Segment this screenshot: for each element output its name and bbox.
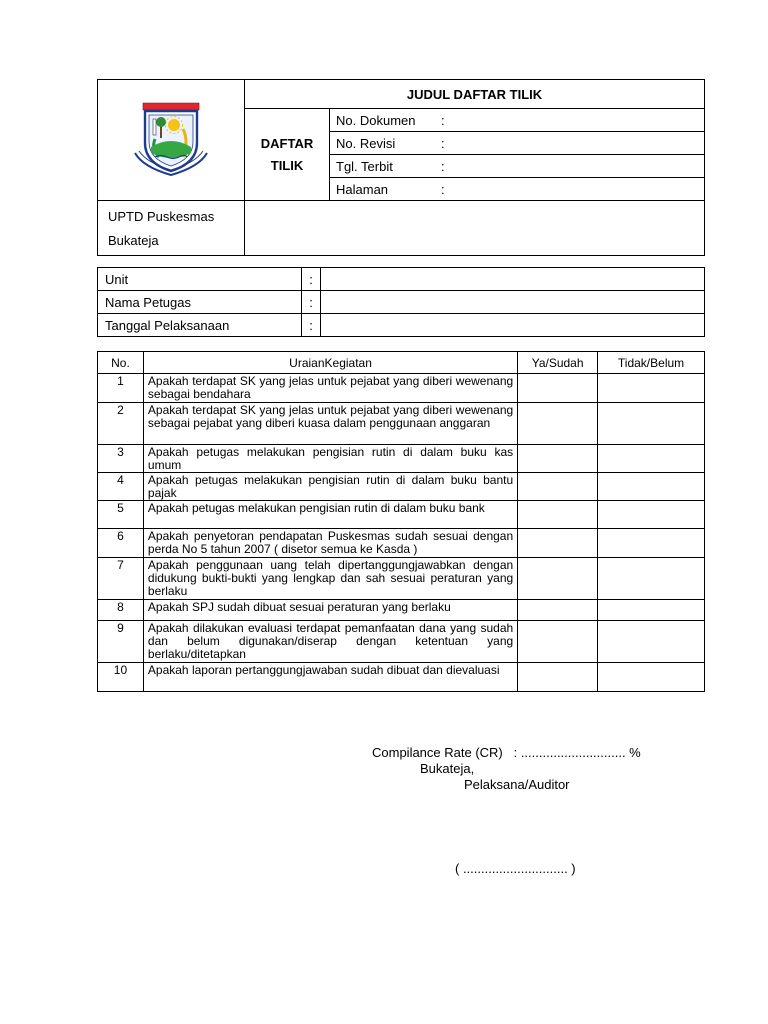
tidak-cell[interactable]	[598, 558, 705, 600]
unit-value[interactable]	[321, 268, 705, 291]
ya-cell[interactable]	[518, 663, 598, 692]
signature-line: ( ............................. )	[455, 861, 576, 876]
tanggal-value[interactable]	[321, 314, 705, 337]
row-question: Apakah SPJ sudah dibuat sesuai peraturan yang berlaku	[143, 600, 517, 621]
col-tidak-header: Tidak/Belum	[598, 352, 705, 374]
unit-label: Unit	[98, 268, 302, 291]
auditor-role: Pelaksana/Auditor	[464, 777, 570, 792]
tanggal-row	[98, 314, 705, 337]
ya-cell[interactable]	[518, 600, 598, 621]
row-number: 2	[98, 403, 144, 445]
row-number: 3	[98, 445, 144, 473]
unit-row	[98, 268, 705, 291]
ya-cell[interactable]	[518, 445, 598, 473]
tidak-cell[interactable]	[598, 445, 705, 473]
row-question: Apakah terdapat SK yang jelas untuk pejabat yang diberi wewenang sebagai bendahara	[143, 374, 517, 403]
row-question: Apakah petugas melakukan pengisian rutin di dalam buku bantu pajak	[143, 473, 517, 501]
meta-label: No. Revisi	[336, 135, 396, 151]
organization-name	[98, 201, 245, 256]
table-row	[98, 374, 705, 403]
meta-label: Tgl. Terbit	[336, 158, 393, 174]
tanggal-sep: :	[302, 314, 321, 337]
ya-cell[interactable]	[518, 501, 598, 529]
table-row	[98, 501, 705, 529]
meta-sep: :	[441, 158, 445, 174]
tilik-word: TILIK	[270, 157, 304, 173]
ya-cell[interactable]	[518, 558, 598, 600]
col-uraian-header: UraianKegiatan	[143, 352, 517, 374]
tidak-cell[interactable]	[598, 473, 705, 501]
row-question: Apakah dilakukan evaluasi terdapat pemanfaatan dana yang sudah dan belum digunakan/diserap dengan ketentuan yang berlaku/ditetapkan	[143, 621, 517, 663]
table-row	[98, 663, 705, 692]
meta-tgl-terbit	[330, 155, 705, 178]
place-label: Bukateja,	[420, 761, 475, 776]
ya-cell[interactable]	[518, 403, 598, 445]
tidak-cell[interactable]	[598, 403, 705, 445]
tidak-cell[interactable]	[598, 621, 705, 663]
row-question: Apakah petugas melakukan pengisian rutin di dalam buku kas umum	[143, 445, 517, 473]
checklist-table	[97, 351, 705, 692]
row-question: Apakah penggunaan uang telah dipertanggungjawabkan dengan didukung bukti-bukti yang lengkap dan sah sesuai peraturan yang berlaku	[143, 558, 517, 600]
petugas-sep: :	[302, 291, 321, 314]
meta-sep: :	[441, 181, 445, 197]
row-number: 1	[98, 374, 144, 403]
purbalingga-crest-logo	[125, 97, 217, 181]
unit-info-table	[97, 267, 705, 337]
tidak-cell[interactable]	[598, 501, 705, 529]
petugas-label: Nama Petugas	[98, 291, 302, 314]
tidak-cell[interactable]	[598, 600, 705, 621]
col-no-header: No.	[98, 352, 144, 374]
table-row	[98, 558, 705, 600]
row-number: 5	[98, 501, 144, 529]
org-line-2: Bukateja	[108, 233, 159, 248]
compliance-rate-line: Compilance Rate (CR) : ............................. %	[372, 745, 641, 760]
meta-label: No. Dokumen	[336, 112, 416, 128]
table-row	[98, 473, 705, 501]
row-number: 6	[98, 529, 144, 558]
row-number: 9	[98, 621, 144, 663]
organization-blank	[245, 201, 705, 256]
meta-no-dokumen	[330, 109, 705, 132]
row-number: 4	[98, 473, 144, 501]
row-question: Apakah terdapat SK yang jelas untuk pejabat yang diberi wewenang sebagai pejabat yang diberi kuasa dalam penggunaan anggaran	[143, 403, 517, 445]
row-number: 7	[98, 558, 144, 600]
unit-sep: :	[302, 268, 321, 291]
tidak-cell[interactable]	[598, 663, 705, 692]
logo-cell	[98, 80, 245, 201]
checklist-header-row	[98, 352, 705, 374]
table-row	[98, 621, 705, 663]
document-header	[97, 79, 705, 256]
ya-cell[interactable]	[518, 529, 598, 558]
table-row	[98, 445, 705, 473]
ya-cell[interactable]	[518, 473, 598, 501]
row-question: Apakah petugas melakukan pengisian rutin di dalam buku bank	[143, 501, 517, 529]
table-row	[98, 403, 705, 445]
table-row	[98, 529, 705, 558]
meta-no-revisi	[330, 132, 705, 155]
meta-halaman	[330, 178, 705, 201]
petugas-value[interactable]	[321, 291, 705, 314]
meta-sep: :	[441, 112, 445, 128]
document-title: JUDUL DAFTAR TILIK	[245, 80, 705, 109]
ya-cell[interactable]	[518, 374, 598, 403]
row-number: 8	[98, 600, 144, 621]
meta-sep: :	[441, 135, 445, 151]
row-question: Apakah laporan pertanggungjawaban sudah dibuat dan dievaluasi	[143, 663, 517, 692]
table-row	[98, 600, 705, 621]
row-number: 10	[98, 663, 144, 692]
ya-cell[interactable]	[518, 621, 598, 663]
row-question: Apakah penyetoran pendapatan Puskesmas sudah sesuai dengan perda No 5 tahun 2007 ( disetor semua ke Kasda )	[143, 529, 517, 558]
tidak-cell[interactable]	[598, 529, 705, 558]
tanggal-label: Tanggal Pelaksanaan	[98, 314, 302, 337]
col-ya-header: Ya/Sudah	[518, 352, 598, 374]
org-line-1: UPTD Puskesmas	[108, 209, 215, 224]
daftar-word: DAFTAR	[260, 135, 314, 151]
petugas-row	[98, 291, 705, 314]
daftar-tilik-label	[245, 109, 330, 201]
tidak-cell[interactable]	[598, 374, 705, 403]
meta-label: Halaman	[336, 181, 389, 197]
